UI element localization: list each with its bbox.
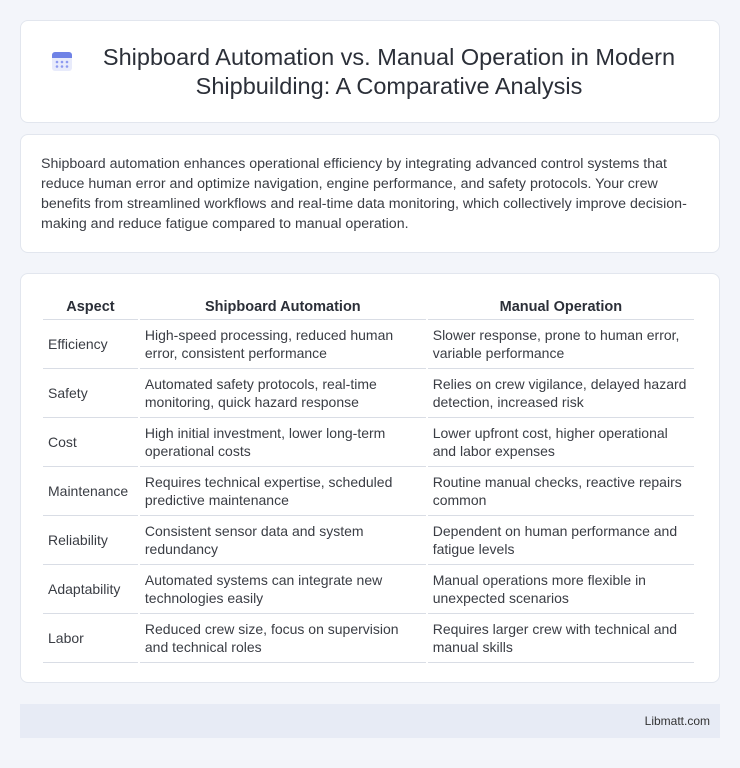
header-aspect: Aspect bbox=[43, 294, 138, 320]
table-row bbox=[43, 565, 694, 614]
table-row bbox=[43, 418, 694, 467]
cell-aspect: Reliability bbox=[43, 516, 138, 565]
table-row bbox=[43, 516, 694, 565]
cell-aspect: Cost bbox=[43, 418, 138, 467]
table-row bbox=[43, 614, 694, 663]
table-row bbox=[43, 320, 694, 369]
cell-automation: Reduced crew size, focus on supervision and technical roles bbox=[140, 614, 426, 663]
cell-manual: Relies on crew vigilance, delayed hazard detection, increased risk bbox=[428, 369, 694, 418]
table-row bbox=[43, 369, 694, 418]
calendar-icon bbox=[50, 49, 74, 73]
title-card bbox=[20, 20, 720, 123]
cell-automation: Consistent sensor data and system redundancy bbox=[140, 516, 426, 565]
table-row bbox=[43, 467, 694, 516]
comparison-table bbox=[41, 294, 696, 663]
cell-automation: Requires technical expertise, scheduled predictive maintenance bbox=[140, 467, 426, 516]
cell-manual: Routine manual checks, reactive repairs common bbox=[428, 467, 694, 516]
header-automation: Shipboard Automation bbox=[140, 294, 426, 320]
header-manual: Manual Operation bbox=[428, 294, 694, 320]
comparison-table-card bbox=[20, 273, 720, 683]
cell-aspect: Efficiency bbox=[43, 320, 138, 369]
table-header-row bbox=[43, 294, 694, 320]
cell-aspect: Labor bbox=[43, 614, 138, 663]
footer-brand-link[interactable]: Libmatt.com bbox=[644, 714, 710, 728]
intro-paragraph: Shipboard automation enhances operational efficiency by integrating advanced control systems that reduce human error and optimize navigation, engine performance, and safety protocols. Your crew benefits from streamlined workflows and real-time data monitoring, which collectively improve decision-making and reduce fatigue compared to manual operation. bbox=[41, 156, 687, 232]
footer-bar bbox=[20, 704, 720, 738]
cell-aspect: Safety bbox=[43, 369, 138, 418]
cell-manual: Lower upfront cost, higher operational and labor expenses bbox=[428, 418, 694, 467]
cell-automation: Automated systems can integrate new technologies easily bbox=[140, 565, 426, 614]
cell-manual: Manual operations more flexible in unexpected scenarios bbox=[428, 565, 694, 614]
cell-manual: Requires larger crew with technical and manual skills bbox=[428, 614, 694, 663]
cell-manual: Slower response, prone to human error, variable performance bbox=[428, 320, 694, 369]
cell-automation: High initial investment, lower long-term operational costs bbox=[140, 418, 426, 467]
cell-aspect: Adaptability bbox=[43, 565, 138, 614]
cell-manual: Dependent on human performance and fatigue levels bbox=[428, 516, 694, 565]
page-title: Shipboard Automation vs. Manual Operation in Modern Shipbuilding: A Comparative Analysis bbox=[102, 43, 676, 99]
cell-aspect: Maintenance bbox=[43, 467, 138, 516]
cell-automation: Automated safety protocols, real-time monitoring, quick hazard response bbox=[140, 369, 426, 418]
cell-automation: High-speed processing, reduced human error, consistent performance bbox=[140, 320, 426, 369]
intro-card bbox=[20, 134, 720, 253]
